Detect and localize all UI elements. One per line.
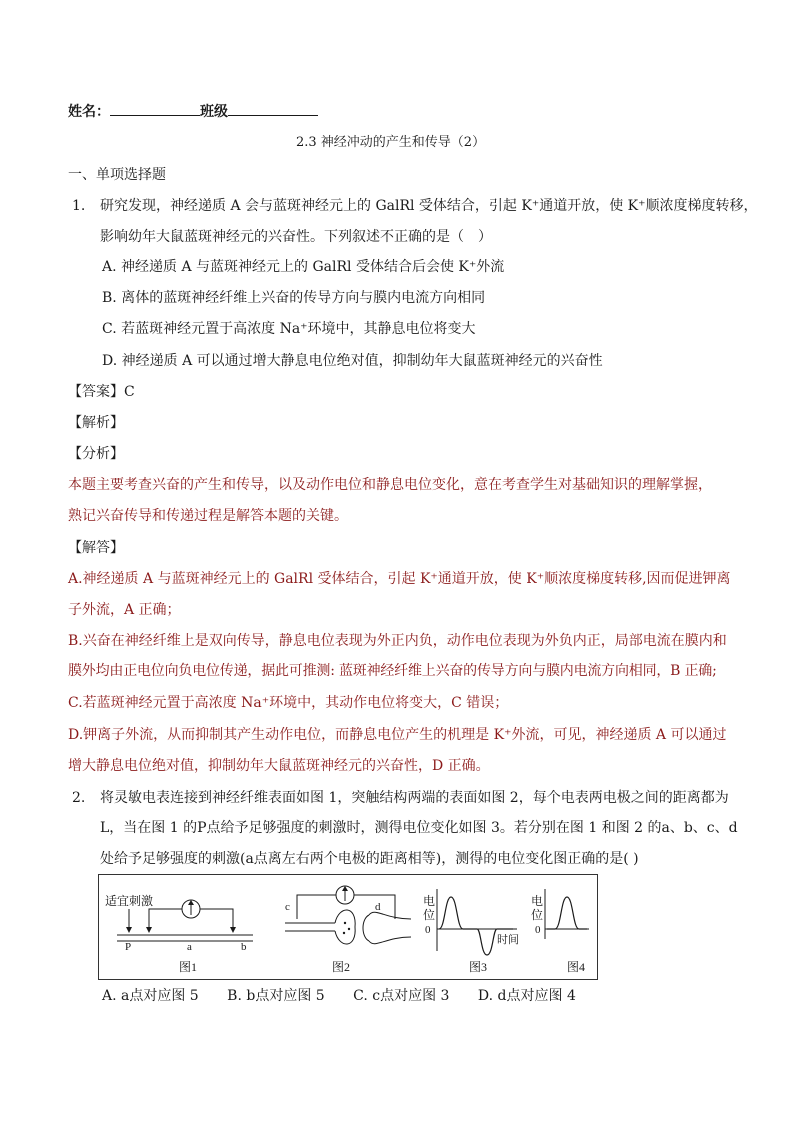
figure-1 [105,893,253,974]
name-label: 姓名： [68,104,110,120]
q1-jieda-line: B.兴奋在神经纤维上是双向传导，静息电位表现为外正内负，动作电位表现为外负内正，局部电流在膜内和 [68,633,727,649]
fig3-caption: 图3 [469,960,488,974]
fig4-zero: 0 [535,924,541,936]
fig2-point-c: c [285,901,290,913]
q1-fenxi-line1: 本题主要考查兴奋的产生和传导，以及动作电位和静息电位变化，意在考查学生对基础知识的理解掌握， [68,477,712,493]
q1-jieda-line: C.若蓝斑神经元置于高浓度 Na⁺环境中，其动作电位将变大，C 错误； [68,695,509,711]
fig2-synapse-knob [335,910,355,944]
fig3-x-label: 时间 [497,934,519,946]
q1-analysis-label: 【解析】 [68,415,124,431]
fig3-curve [439,897,513,955]
q1-jieda-label: 【解答】 [68,540,124,556]
q1-jieda-line: D.钾离子外流，从而抑制其产生动作电位，而静息电位产生的机理是 K⁺外流，可见，神经递质 A 可以通过 [68,727,727,743]
q1-option-b[interactable]: B. 离体的蓝斑神经纤维上兴奋的传导方向与膜内电流方向相同 [102,290,486,306]
q1-stem-line1: 研究发现，神经递质 A 会与蓝斑神经元上的 GalRl 受体结合，引起 K⁺通道开放，使 K⁺顺浓度梯度转移， [100,198,758,214]
fig1-point-a: a [187,941,192,953]
q1-jieda-line: 膜外均由正电位向负电位传递，据此可推测: 蓝斑神经纤维上兴奋的传导方向与膜内电流方向相同，B 正确; [68,663,717,679]
fig1-stimulus-label: 适宜刺激 [105,894,154,908]
q1-fenxi-line2: 熟记兴奋传导和传递过程是解答本题的关键。 [68,508,348,524]
q1-option-d[interactable]: D. 神经递质 A 可以通过增大静息电位绝对值，抑制幼年大鼠蓝斑神经元的兴奋性 [102,353,603,369]
q2-options-row [102,986,600,1006]
fig2-postsynaptic [363,915,369,941]
name-blank[interactable] [110,101,200,116]
q1-option-a[interactable]: A. 神经递质 A 与蓝斑神经元上的 GalRl 受体结合后会使 K⁺外流 [102,259,505,275]
q1-answer: 【答案】C [68,384,135,400]
class-label: 班级 [200,104,228,120]
fig3-y-label: 电 [423,894,436,908]
q2-figure-svg [99,875,597,979]
q2-number: 2. [72,790,86,806]
fig4-y-label: 位 [531,908,544,922]
figure-4 [531,889,589,974]
fig3-zero: 0 [425,924,431,936]
q1-jieda-line: 增大静息电位绝对值，抑制幼年大鼠蓝斑神经元的兴奋性，D 正确。 [68,758,490,774]
q1-stem-line2: 影响幼年大鼠蓝斑神经元的兴奋性。下列叙述不正确的是（ ） [100,229,492,245]
figure-2 [285,886,411,974]
section-heading: 一、单项选择题 [68,167,166,183]
fig2-caption: 图2 [332,960,351,974]
q1-fenxi-label: 【分析】 [68,446,124,462]
q2-option-b[interactable]: B. b点对应图 5 [227,988,325,1004]
fig3-y-label: 位 [423,908,436,922]
q2-stem-line: 处给予足够强度的刺激(a点离左右两个电极的距离相等)，测得的电位变化图正确的是( ) [100,851,639,867]
fig1-arrowhead [126,927,132,933]
q1-option-c[interactable]: C. 若蓝斑神经元置于高浓度 Na⁺环境中，其静息电位将变大 [102,321,476,337]
class-blank[interactable] [228,101,318,116]
fig4-caption: 图4 [567,960,586,974]
q2-figure [98,874,598,980]
q2-stem-line: 将灵敏电表连接到神经纤维表面如图 1，突触结构两端的表面如图 2，每个电表两电极之间的距离都为 [100,790,729,806]
fig4-y-label: 电 [531,894,544,908]
fig2-point-d: d [375,901,381,913]
page-title: 2.3 神经冲动的产生和传导（2） [296,135,486,150]
q1-jieda-line: 子外流，A 正确； [68,602,181,618]
student-info-line [68,101,318,122]
q1-jieda-line: A.神经递质 A 与蓝斑神经元上的 GalRl 受体结合，引起 K⁺通道开放，使 K⁺顺浓度梯度转移,因而促进钾离 [68,571,731,587]
fig1-point-p: P [125,941,132,953]
fig4-curve [547,897,587,929]
fig1-point-b: b [241,941,247,953]
q2-option-c[interactable]: C. c点对应图 3 [353,988,450,1004]
q2-stem-line: L，当在图 1 的P点给予足够强度的刺激时，测得电位变化如图 3。若分别在图 1 和图 2 的a、b、c、d [100,820,738,836]
q2-option-d[interactable]: D. d点对应图 4 [477,988,576,1004]
q2-option-a[interactable]: A. a点对应图 5 [102,988,199,1004]
fig1-caption: 图1 [179,960,198,974]
q1-number: 1. [72,198,86,214]
figure-3 [423,889,519,974]
